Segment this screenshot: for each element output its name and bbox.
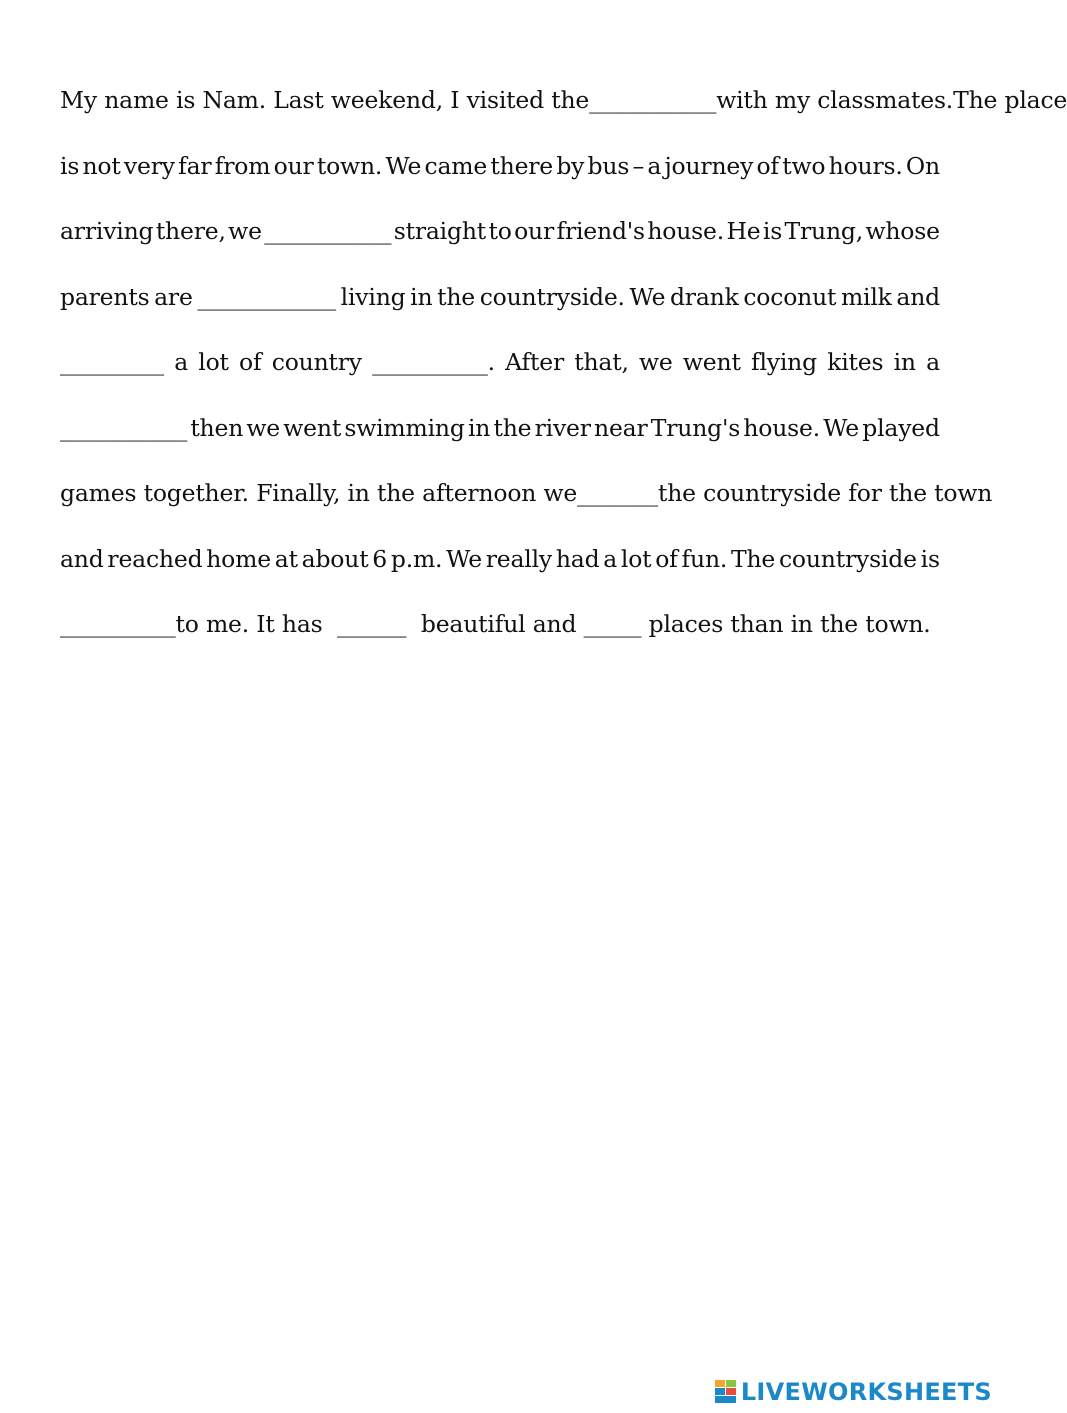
worksheet-passage: [60, 68, 1067, 658]
passage-word: After: [505, 348, 564, 376]
passage-line: [60, 68, 1067, 134]
passage-word: our: [514, 217, 555, 245]
passage-word: He: [726, 217, 761, 245]
passage-word: at: [274, 544, 298, 573]
passage-word: countryside.: [479, 282, 625, 311]
passage-word: two: [782, 151, 826, 180]
passage-word: a: [926, 348, 940, 376]
passage-word: lot: [198, 348, 229, 376]
passage-word: We: [823, 413, 860, 442]
passage-line: [60, 461, 993, 527]
passage-word: 6: [372, 544, 388, 573]
passage-word: coconut: [743, 282, 837, 311]
passage-line: [60, 265, 940, 331]
passage-word: went: [682, 348, 741, 376]
passage-word: in: [410, 282, 433, 311]
passage-word: flying: [750, 348, 817, 376]
passage-word: is: [762, 217, 783, 245]
passage-word: countryside: [778, 544, 917, 573]
passage-word: from: [214, 151, 271, 180]
blank-gap: ___________: [264, 217, 392, 245]
passage-word: Trung's: [650, 413, 741, 442]
passage-word: On: [905, 151, 940, 180]
passage-word: not: [82, 151, 121, 180]
passage-word: a: [174, 348, 189, 376]
passage-word: river: [534, 413, 591, 442]
passage-word: there: [490, 151, 554, 180]
passage-word: reached: [107, 544, 203, 573]
passage-word: went: [283, 413, 342, 442]
passage-word: of: [756, 151, 779, 180]
passage-word: came: [424, 151, 488, 180]
passage-word: really: [485, 544, 552, 573]
passage-word: we: [246, 413, 281, 442]
passage-line: [60, 527, 940, 593]
liveworksheets-logo-icon: [715, 1380, 737, 1404]
passage-word: in: [893, 348, 916, 376]
passage-word: arriving: [60, 217, 154, 245]
blank-gap: ___________: [589, 86, 717, 114]
passage-word: journey: [664, 151, 754, 180]
passage-word: are: [154, 282, 193, 311]
passage-word: –: [632, 151, 645, 180]
passage-word: the: [437, 282, 476, 311]
passage-word: our: [273, 151, 314, 180]
passage-word: very: [123, 151, 175, 180]
passage-line: [60, 134, 940, 200]
passage-word: to: [488, 217, 512, 245]
passage-word: kites: [827, 348, 884, 376]
passage-word: about: [301, 544, 369, 573]
passage-word: we: [639, 348, 673, 376]
passage-word: lot: [620, 544, 652, 573]
passage-word: a: [647, 151, 662, 180]
passage-word: of: [655, 544, 678, 573]
passage-word: We: [446, 544, 482, 573]
passage-word: bus: [587, 151, 630, 180]
passage-word: drank: [669, 282, 739, 311]
passage-word: played: [862, 413, 940, 442]
passage-word: a: [603, 544, 618, 573]
passage-last-line: __________to me. It has ______ beautiful and _____ places than in the town.: [60, 610, 931, 638]
passage-word: fun.: [681, 544, 728, 573]
passage-word: straight: [393, 217, 487, 245]
passage-word: near: [594, 413, 648, 442]
passage-word: We: [629, 282, 666, 311]
passage-line: [60, 199, 940, 265]
passage-word: the: [493, 413, 532, 442]
passage-word: town.: [316, 151, 383, 180]
passage-word: swimming: [344, 413, 465, 442]
footer-brand: [715, 1377, 992, 1407]
passage-word: parents: [60, 282, 150, 311]
passage-word: My name is Nam. Last weekend, I visited the: [60, 86, 590, 114]
blank-gap: _______: [577, 479, 658, 507]
passage-word: the countryside for the town: [657, 479, 993, 507]
passage-word: whose: [865, 217, 940, 245]
passage-word: in: [467, 413, 491, 442]
passage-word: country: [271, 348, 362, 376]
passage-word: The: [730, 544, 776, 573]
passage-word: and: [896, 282, 940, 311]
passage-word: by: [556, 151, 585, 180]
passage-word: The place: [953, 86, 1067, 114]
passage-word: living: [340, 282, 406, 311]
passage-word: milk: [840, 282, 892, 311]
passage-word: then: [190, 413, 244, 442]
passage-word: we: [228, 217, 262, 245]
passage-word: games together. Finally, in the afternoon we: [60, 479, 578, 507]
passage-word: that,: [574, 348, 629, 376]
blank-gap: ___________: [60, 413, 188, 442]
blank-gap: __________.: [372, 348, 495, 376]
passage-word: with my classmates.: [716, 86, 954, 114]
passage-line: [60, 396, 940, 462]
passage-word: had: [555, 544, 600, 573]
passage-line: [60, 330, 940, 396]
passage-word: house.: [647, 217, 724, 245]
passage-word: and: [60, 544, 104, 573]
blank-gap: _________: [60, 348, 164, 376]
passage-word: home: [206, 544, 271, 573]
blank-gap: ____________: [197, 282, 336, 311]
passage-word: far: [178, 151, 212, 180]
passage-word: We: [385, 151, 422, 180]
brand-name: LIVEWORKSHEETS: [740, 1378, 992, 1406]
passage-word: hours.: [828, 151, 903, 180]
passage-word: is: [60, 151, 80, 180]
passage-word: friend's: [556, 217, 645, 245]
passage-word: house.: [743, 413, 821, 442]
passage-word: there,: [155, 217, 226, 245]
passage-word: is: [920, 544, 940, 573]
passage-word: p.m.: [390, 544, 443, 573]
passage-word: of: [239, 348, 262, 376]
passage-word: Trung,: [784, 217, 864, 245]
